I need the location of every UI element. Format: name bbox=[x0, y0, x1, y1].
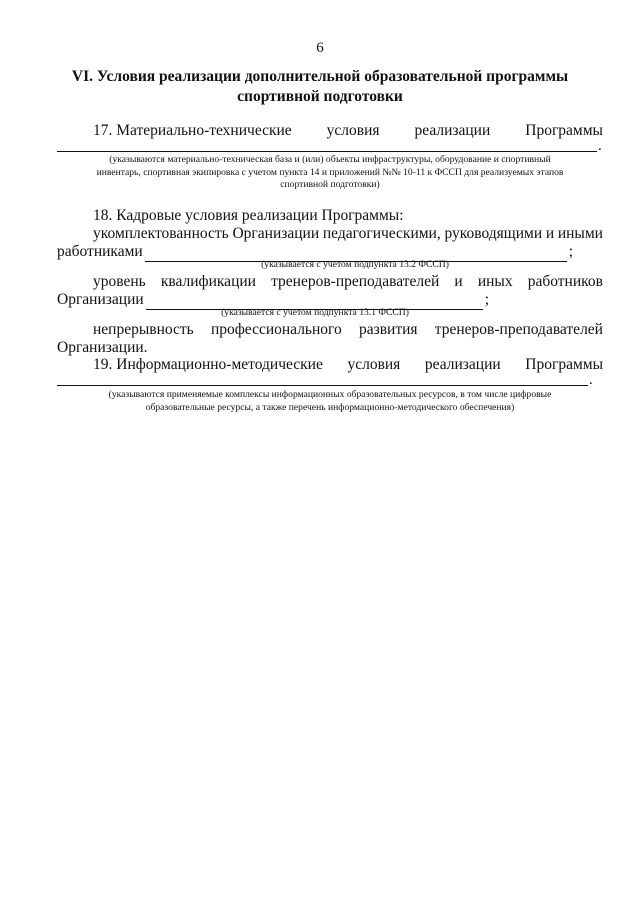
item-19-blank-line bbox=[57, 385, 588, 386]
section-heading bbox=[60, 67, 580, 107]
item-19-word: Программы bbox=[525, 356, 603, 373]
item-17-note bbox=[57, 154, 603, 192]
item-18-intro: 18. Кадровые условия реализации Программы: bbox=[93, 207, 404, 224]
item-18-a-line bbox=[57, 224, 603, 244]
item-18-a-note: (указывается с учетом подпункта 13.2 ФССП) bbox=[261, 259, 449, 270]
item-18-b-semicolon: ; bbox=[484, 291, 489, 308]
item-18-b-cont-text: Организации bbox=[57, 291, 144, 308]
item-18-a-word: укомплектованность bbox=[93, 225, 229, 242]
item-18-b-word: и bbox=[454, 273, 463, 290]
item-18-a-word: Организации bbox=[232, 225, 320, 242]
item-19-word: реализации bbox=[424, 356, 501, 373]
item-18-a-word: руководящими bbox=[444, 225, 543, 242]
item-18-a-cont-text: работниками bbox=[57, 243, 143, 260]
item-18-b-word: квалификации bbox=[160, 273, 256, 290]
item-17-line bbox=[57, 121, 603, 141]
section-heading-line-1: VI. Условия реализации дополнительной образовательной программы bbox=[71, 68, 569, 85]
item-17-blank-line bbox=[57, 151, 597, 152]
item-18-b-note: (указывается с учетом подпункта 13.1 ФССП) bbox=[221, 307, 409, 318]
item-18-a-word: педагогическими, bbox=[322, 225, 441, 242]
item-17-word: 17. Материально-технические bbox=[93, 122, 292, 139]
item-17-period: . bbox=[598, 138, 602, 154]
item-18-c-line bbox=[57, 320, 603, 340]
item-17-word: реализации bbox=[414, 122, 491, 139]
page-number: 6 bbox=[316, 40, 324, 56]
item-18-b-word: тренеров-преподавателей bbox=[271, 273, 440, 290]
item-18-b-word: иных bbox=[477, 273, 513, 290]
item-19-word: условия bbox=[347, 356, 401, 373]
item-17-note-line-1: (указываются материально-техническая база и (или) объекты инфраструктуры, оборудование и спортивный bbox=[109, 154, 551, 165]
item-18-a-semicolon: ; bbox=[568, 243, 573, 260]
item-18-c-word: развития bbox=[358, 321, 418, 338]
item-19-line bbox=[57, 355, 603, 375]
item-17-word: условия bbox=[326, 122, 380, 139]
item-17-note-line-2: инвентарь, спортивная экипировка с учетом пункта 14 и приложений №№ 10-11 к ФССП для реализуемых этапов bbox=[96, 166, 564, 178]
item-18-c-word: тренеров-преподавателей bbox=[434, 321, 603, 338]
item-18-c-word: непрерывность bbox=[93, 321, 194, 338]
item-18-a-word: и bbox=[545, 225, 555, 242]
item-17-word: Программы bbox=[525, 122, 603, 139]
item-19-period: . bbox=[589, 372, 593, 388]
item-18-b-line bbox=[57, 272, 603, 292]
item-18-a-word: иными bbox=[557, 225, 603, 242]
item-18-b-word: уровень bbox=[93, 273, 146, 290]
item-17-note-line-3: спортивной подготовки) bbox=[280, 179, 380, 190]
item-19-note-line-1: (указываются применяемые комплексы информационных образовательных ресурсов, в том числе цифровые bbox=[108, 389, 552, 400]
item-19-note bbox=[57, 389, 603, 414]
item-19-word: 19. Информационно-методические bbox=[93, 356, 323, 373]
section-heading-line-2: спортивной подготовки bbox=[237, 88, 403, 105]
item-18-c-continuation: Организации. bbox=[57, 339, 148, 356]
item-18-b-word: работников bbox=[527, 273, 603, 290]
item-19-note-line-2: образовательные ресурсы, а также перечень информационно-методического обеспечения) bbox=[145, 401, 515, 413]
item-18-c-word: профессионального bbox=[210, 321, 342, 338]
